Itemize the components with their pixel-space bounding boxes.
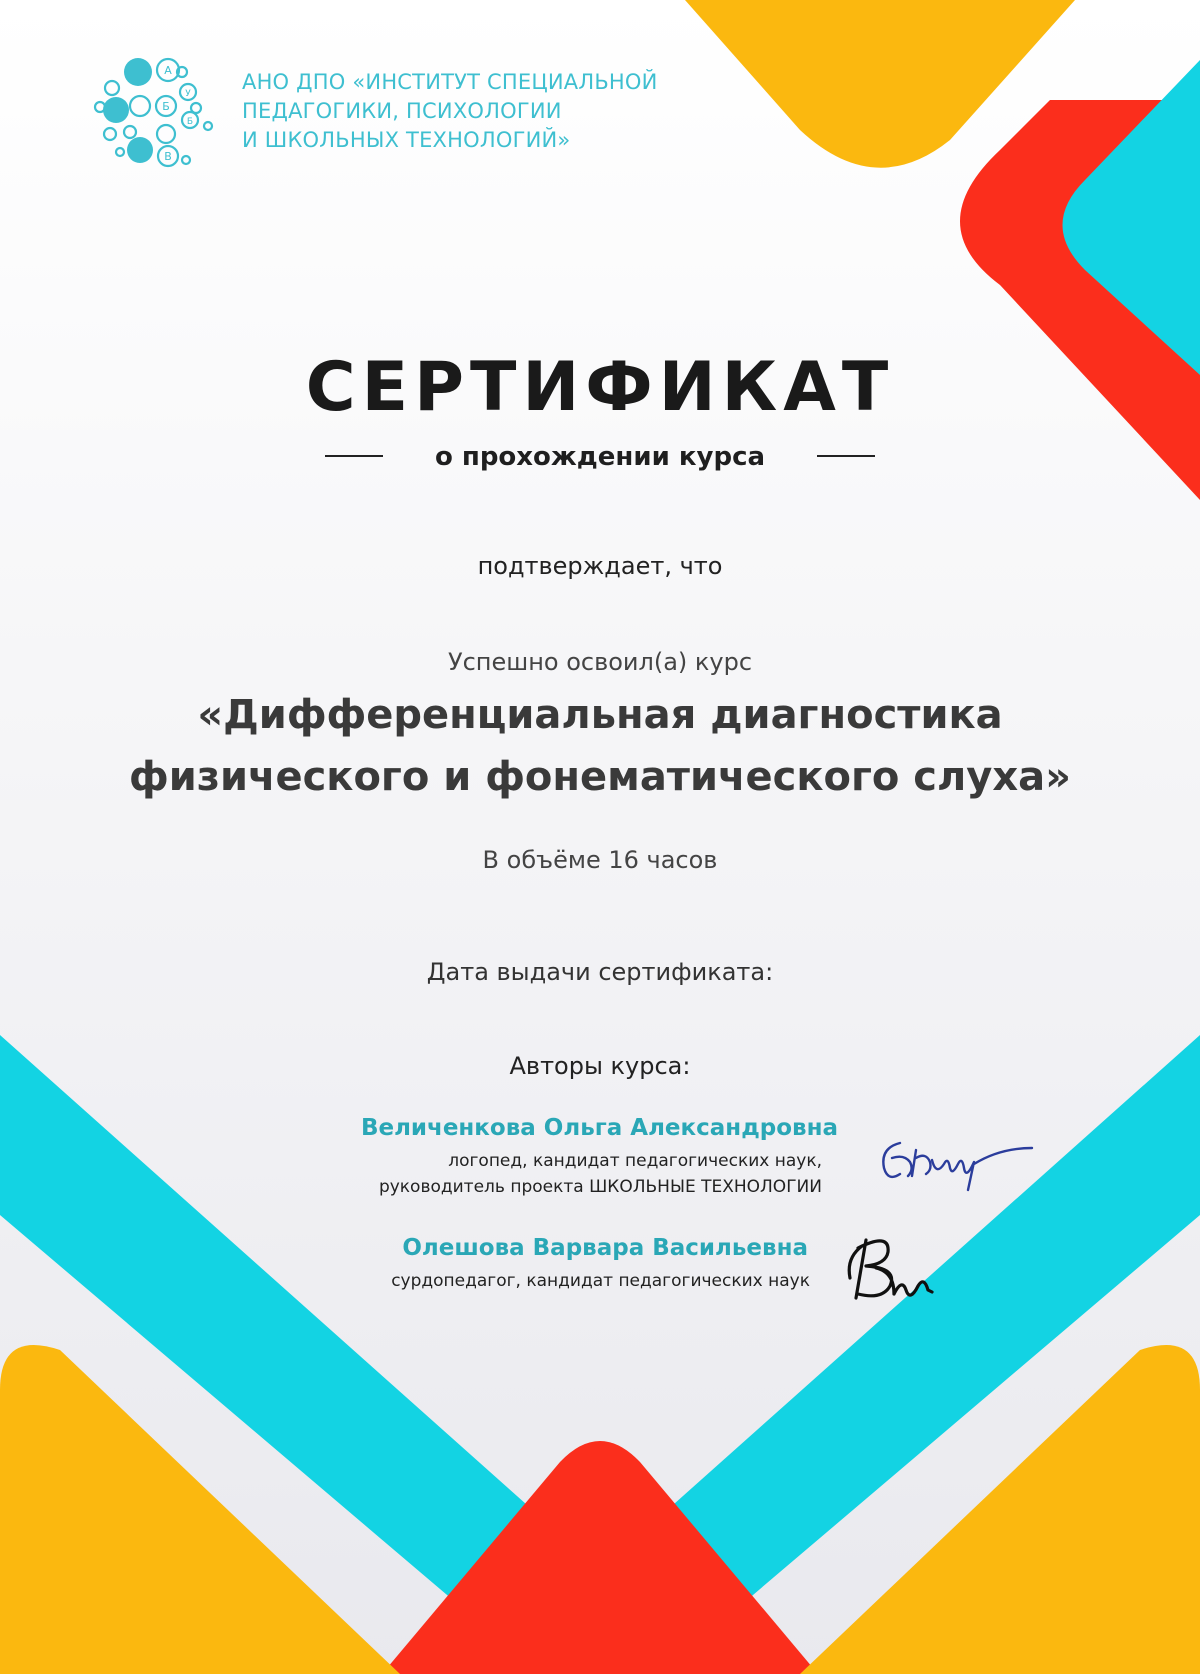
issue-date-label: Дата выдачи сертификата:	[426, 958, 774, 986]
author-name: Величенкова Ольга Александровна	[360, 1115, 838, 1141]
organization-name-line: И ШКОЛЬНЫХ ТЕХНОЛОГИЙ»	[242, 128, 571, 152]
author-name: Олешова Варвара Васильевна	[402, 1235, 808, 1261]
author-role-line: руководитель проекта ШКОЛЬНЫЕ ТЕХНОЛОГИИ	[378, 1177, 822, 1197]
author-role-line: сурдопедагог, кандидат педагогических наук	[391, 1271, 810, 1291]
logo-letter: Б	[162, 100, 170, 113]
signature-2-icon	[840, 1228, 950, 1318]
organization-name-line: ПЕДАГОГИКИ, ПСИХОЛОГИИ	[242, 99, 562, 123]
organization-name-line: АНО ДПО «ИНСТИТУТ СПЕЦИАЛЬНОЙ	[242, 70, 658, 94]
certificate-subtitle: о прохождении курса	[434, 442, 766, 472]
subtitle-row	[0, 437, 1200, 477]
author-role	[379, 1148, 822, 1200]
author-role-line: логопед, кандидат педагогических наук,	[448, 1151, 822, 1171]
logo-letter: А	[164, 64, 172, 77]
authors-label: Авторы курса:	[509, 1052, 691, 1080]
course-title-line: «Дифференциальная диагностика	[197, 692, 1003, 738]
course-title	[0, 684, 1200, 808]
author-role	[391, 1268, 810, 1294]
logo-letter: В	[164, 150, 172, 163]
confirms-text: подтверждает, что	[477, 552, 723, 580]
logo-letter: У	[185, 89, 191, 99]
course-hours: В объёме 16 часов	[482, 846, 718, 874]
institute-logo-icon	[90, 52, 220, 172]
organization-name	[242, 68, 658, 155]
logo-letter: Б	[186, 117, 194, 127]
completed-label: Успешно освоил(а) курс	[447, 648, 753, 676]
course-title-line: физического и фонематического слуха»	[129, 754, 1071, 800]
certificate-title: СЕРТИФИКАТ	[305, 348, 895, 427]
signature-1-icon	[870, 1118, 1040, 1198]
